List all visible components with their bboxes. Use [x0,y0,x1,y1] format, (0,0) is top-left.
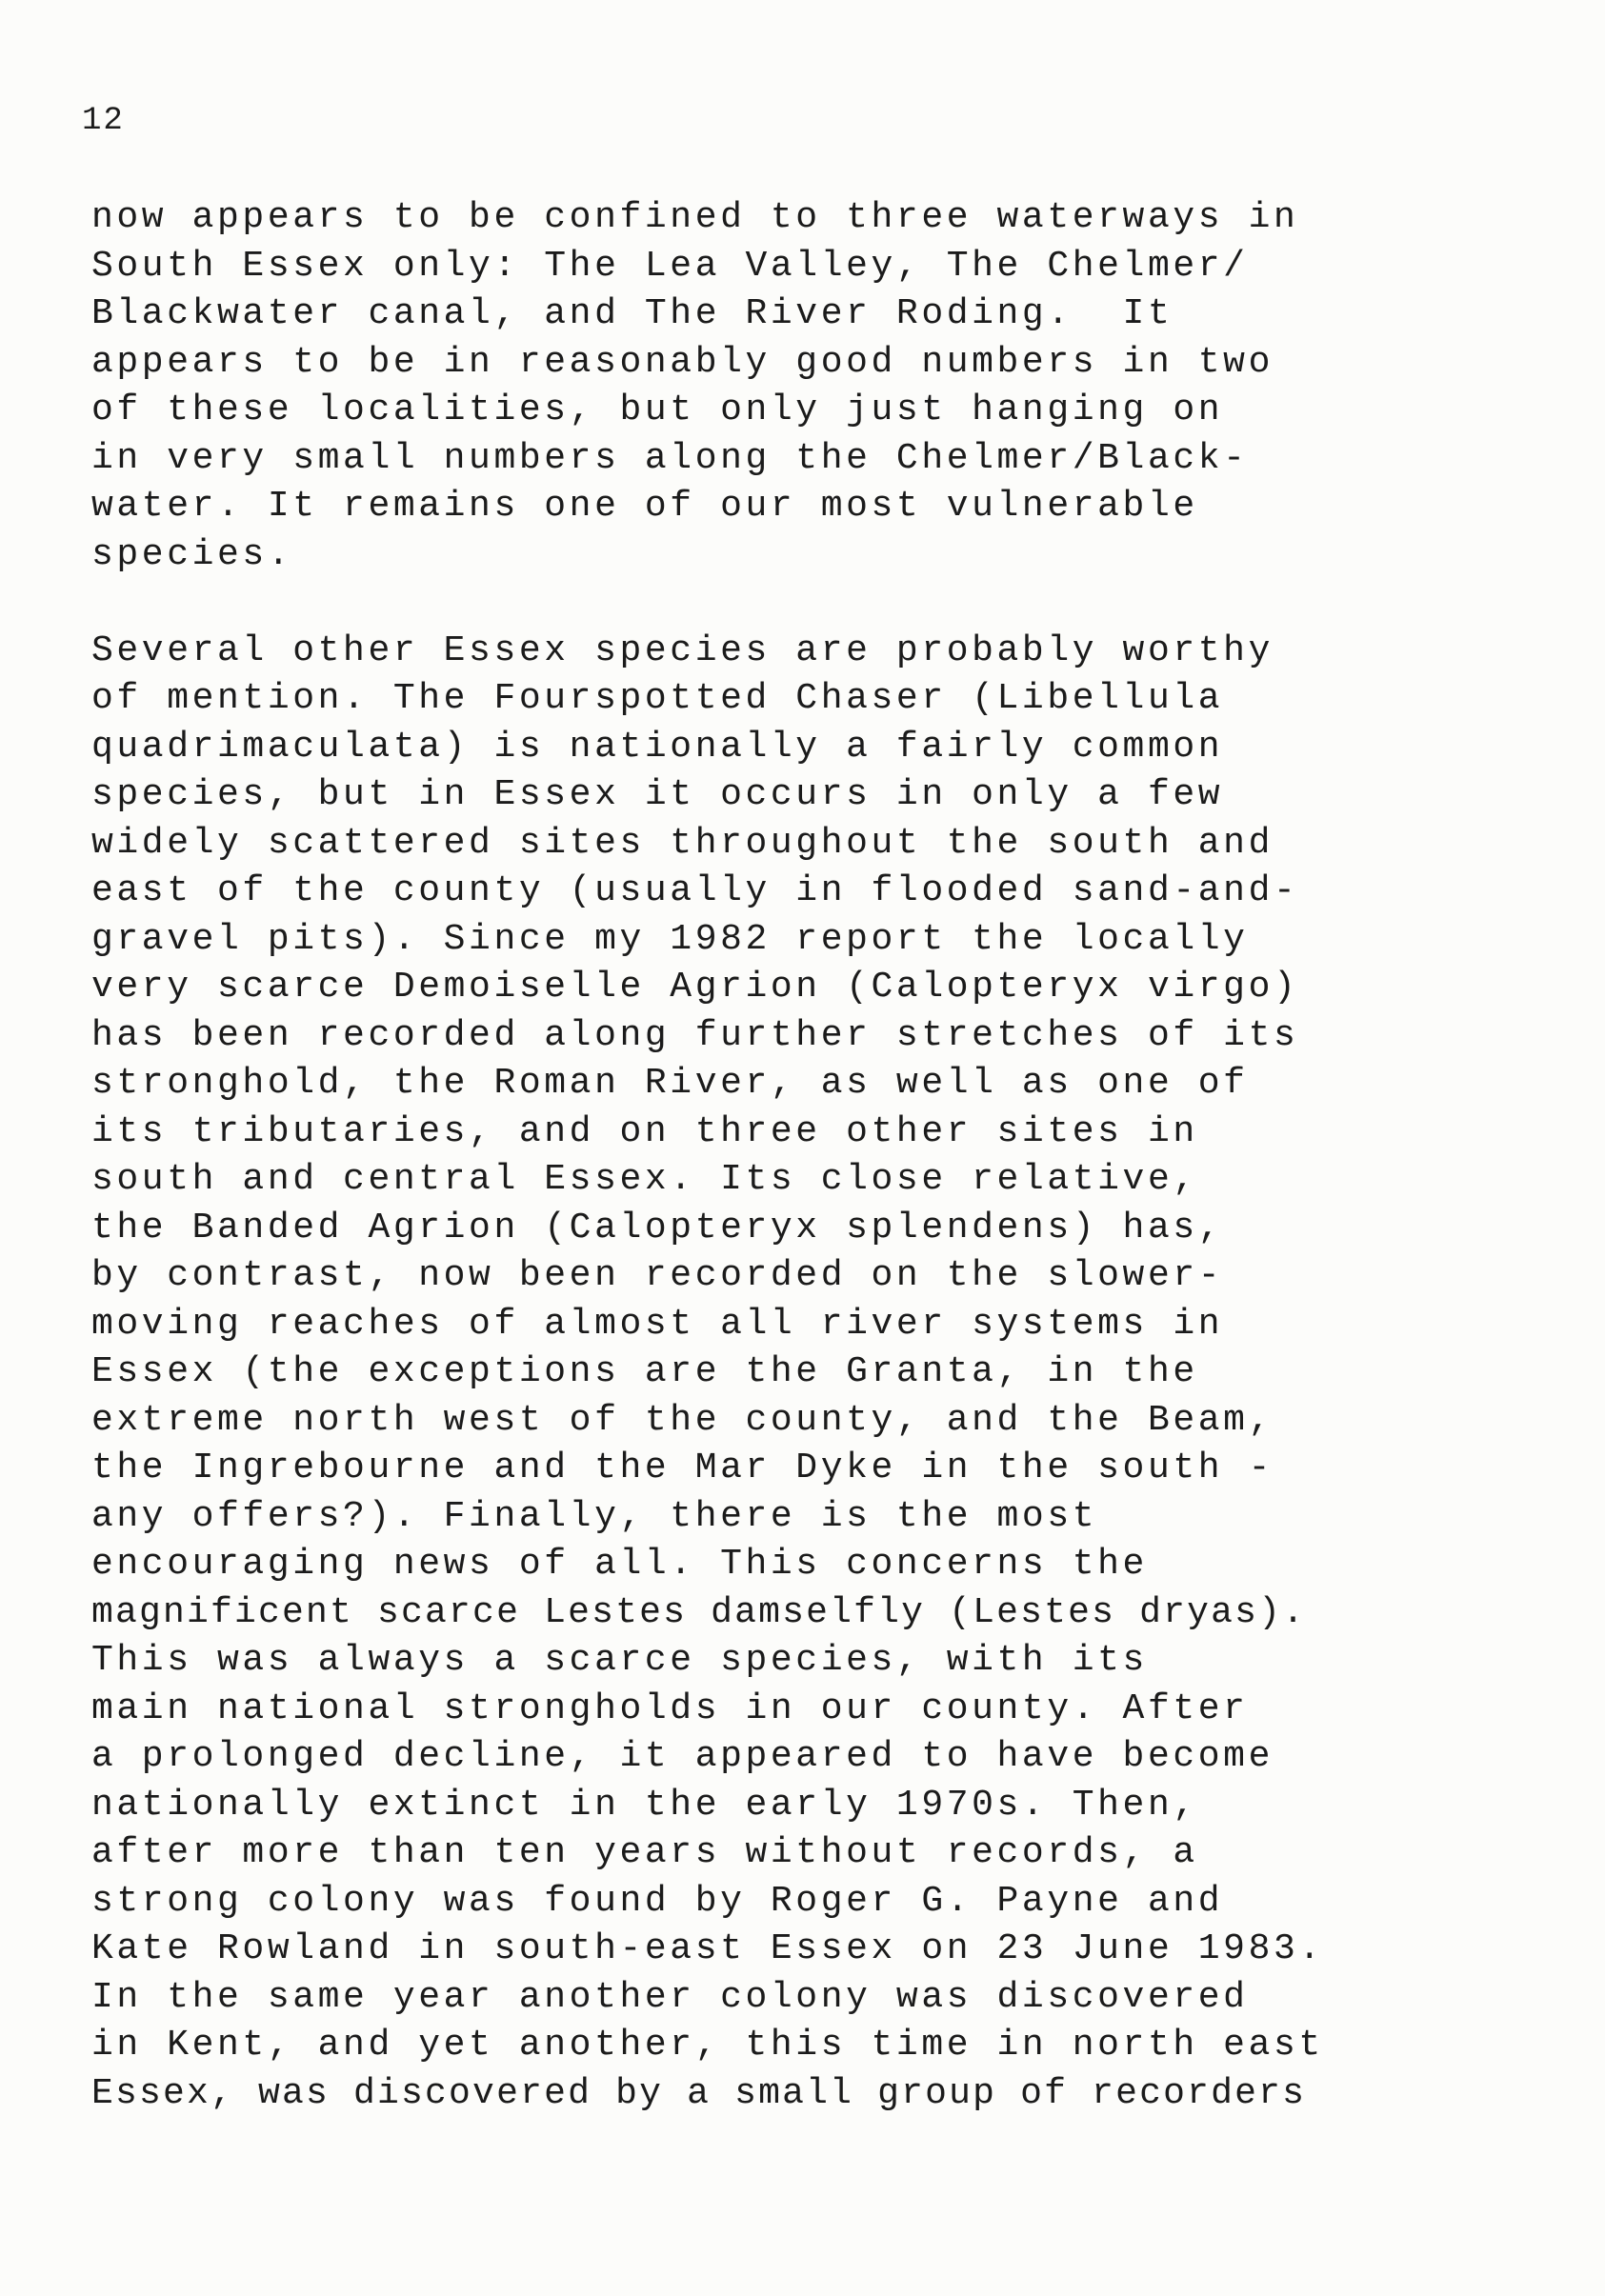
text-line: Kate Rowland in south-east Essex on 23 June 1983. [91,1928,1324,1969]
text-line: south and central Essex. Its close relative, [91,1159,1198,1200]
text-line: a prolonged decline, it appeared to have become [91,1736,1274,1777]
text-line: South Essex only: The Lea Valley, The Chelmer/ [91,245,1249,287]
text-line: Essex, was discovered by a small group of recorders [91,2072,1307,2114]
text-line: widely scattered sites throughout the south and [91,822,1274,864]
text-line: encouraging news of all. This concerns the [91,1544,1148,1585]
page-number: 12 [82,103,125,139]
text-line: appears to be in reasonably good numbers in two [91,341,1274,383]
paragraph [91,194,1596,579]
text-line: east of the county (usually in flooded sand-and- [91,870,1299,911]
text-line: very scarce Demoiselle Agrion (Calopteryx virgo) [91,967,1299,1008]
text-line: gravel pits). Since my 1982 report the locally [91,918,1249,960]
text-line: Blackwater canal, and The River Roding. It [91,293,1174,334]
text-line: of mention. The Fourspotted Chaser (Libellula [91,678,1224,719]
text-line: the Ingrebourne and the Mar Dyke in the south - [91,1447,1274,1488]
text-line: now appears to be confined to three waterways in [91,197,1299,238]
text-line: extreme north west of the county, and the Beam, [91,1399,1274,1441]
text-line: magnificent scarce Lestes damselfly (Lestes dryas). [91,1591,1307,1633]
text-line: quadrimaculata) is nationally a fairly common [91,726,1224,768]
text-line: any offers?). Finally, there is the most [91,1495,1098,1537]
text-line: in Kent, and yet another, this time in north east [91,2025,1324,2066]
text-line: stronghold, the Roman River, as well as one of [91,1063,1249,1104]
text-line: has been recorded along further stretches of its [91,1014,1299,1056]
text-line: Several other Essex species are probably worthy [91,629,1274,671]
text-line: the Banded Agrion (Calopteryx splendens) has, [91,1207,1224,1248]
text-line: strong colony was found by Roger G. Payne and [91,1880,1224,1922]
text-line: in very small numbers along the Chelmer/Black- [91,437,1249,479]
text-line: moving reaches of almost all river systems in [91,1303,1224,1345]
text-line: nationally extinct in the early 1970s. Then, [91,1784,1198,1826]
paragraph [91,628,1596,2119]
text-line: species, but in Essex it occurs in only a few [91,774,1224,815]
body-text [91,194,1596,2118]
text-line: Essex (the exceptions are the Granta, in the [91,1351,1198,1392]
text-line: species. [91,533,293,575]
text-line: of these localities, but only just hanging on [91,389,1224,430]
text-line: This was always a scarce species, with its [91,1640,1148,1681]
text-line: water. It remains one of our most vulnerable [91,486,1198,527]
text-line: after more than ten years without records, a [91,1832,1198,1873]
text-line: main national strongholds in our county. After [91,1687,1249,1729]
text-line: its tributaries, and on three other sites in [91,1110,1198,1152]
text-line: by contrast, now been recorded on the slower- [91,1255,1224,1296]
text-line: In the same year another colony was discovered [91,1976,1249,2018]
